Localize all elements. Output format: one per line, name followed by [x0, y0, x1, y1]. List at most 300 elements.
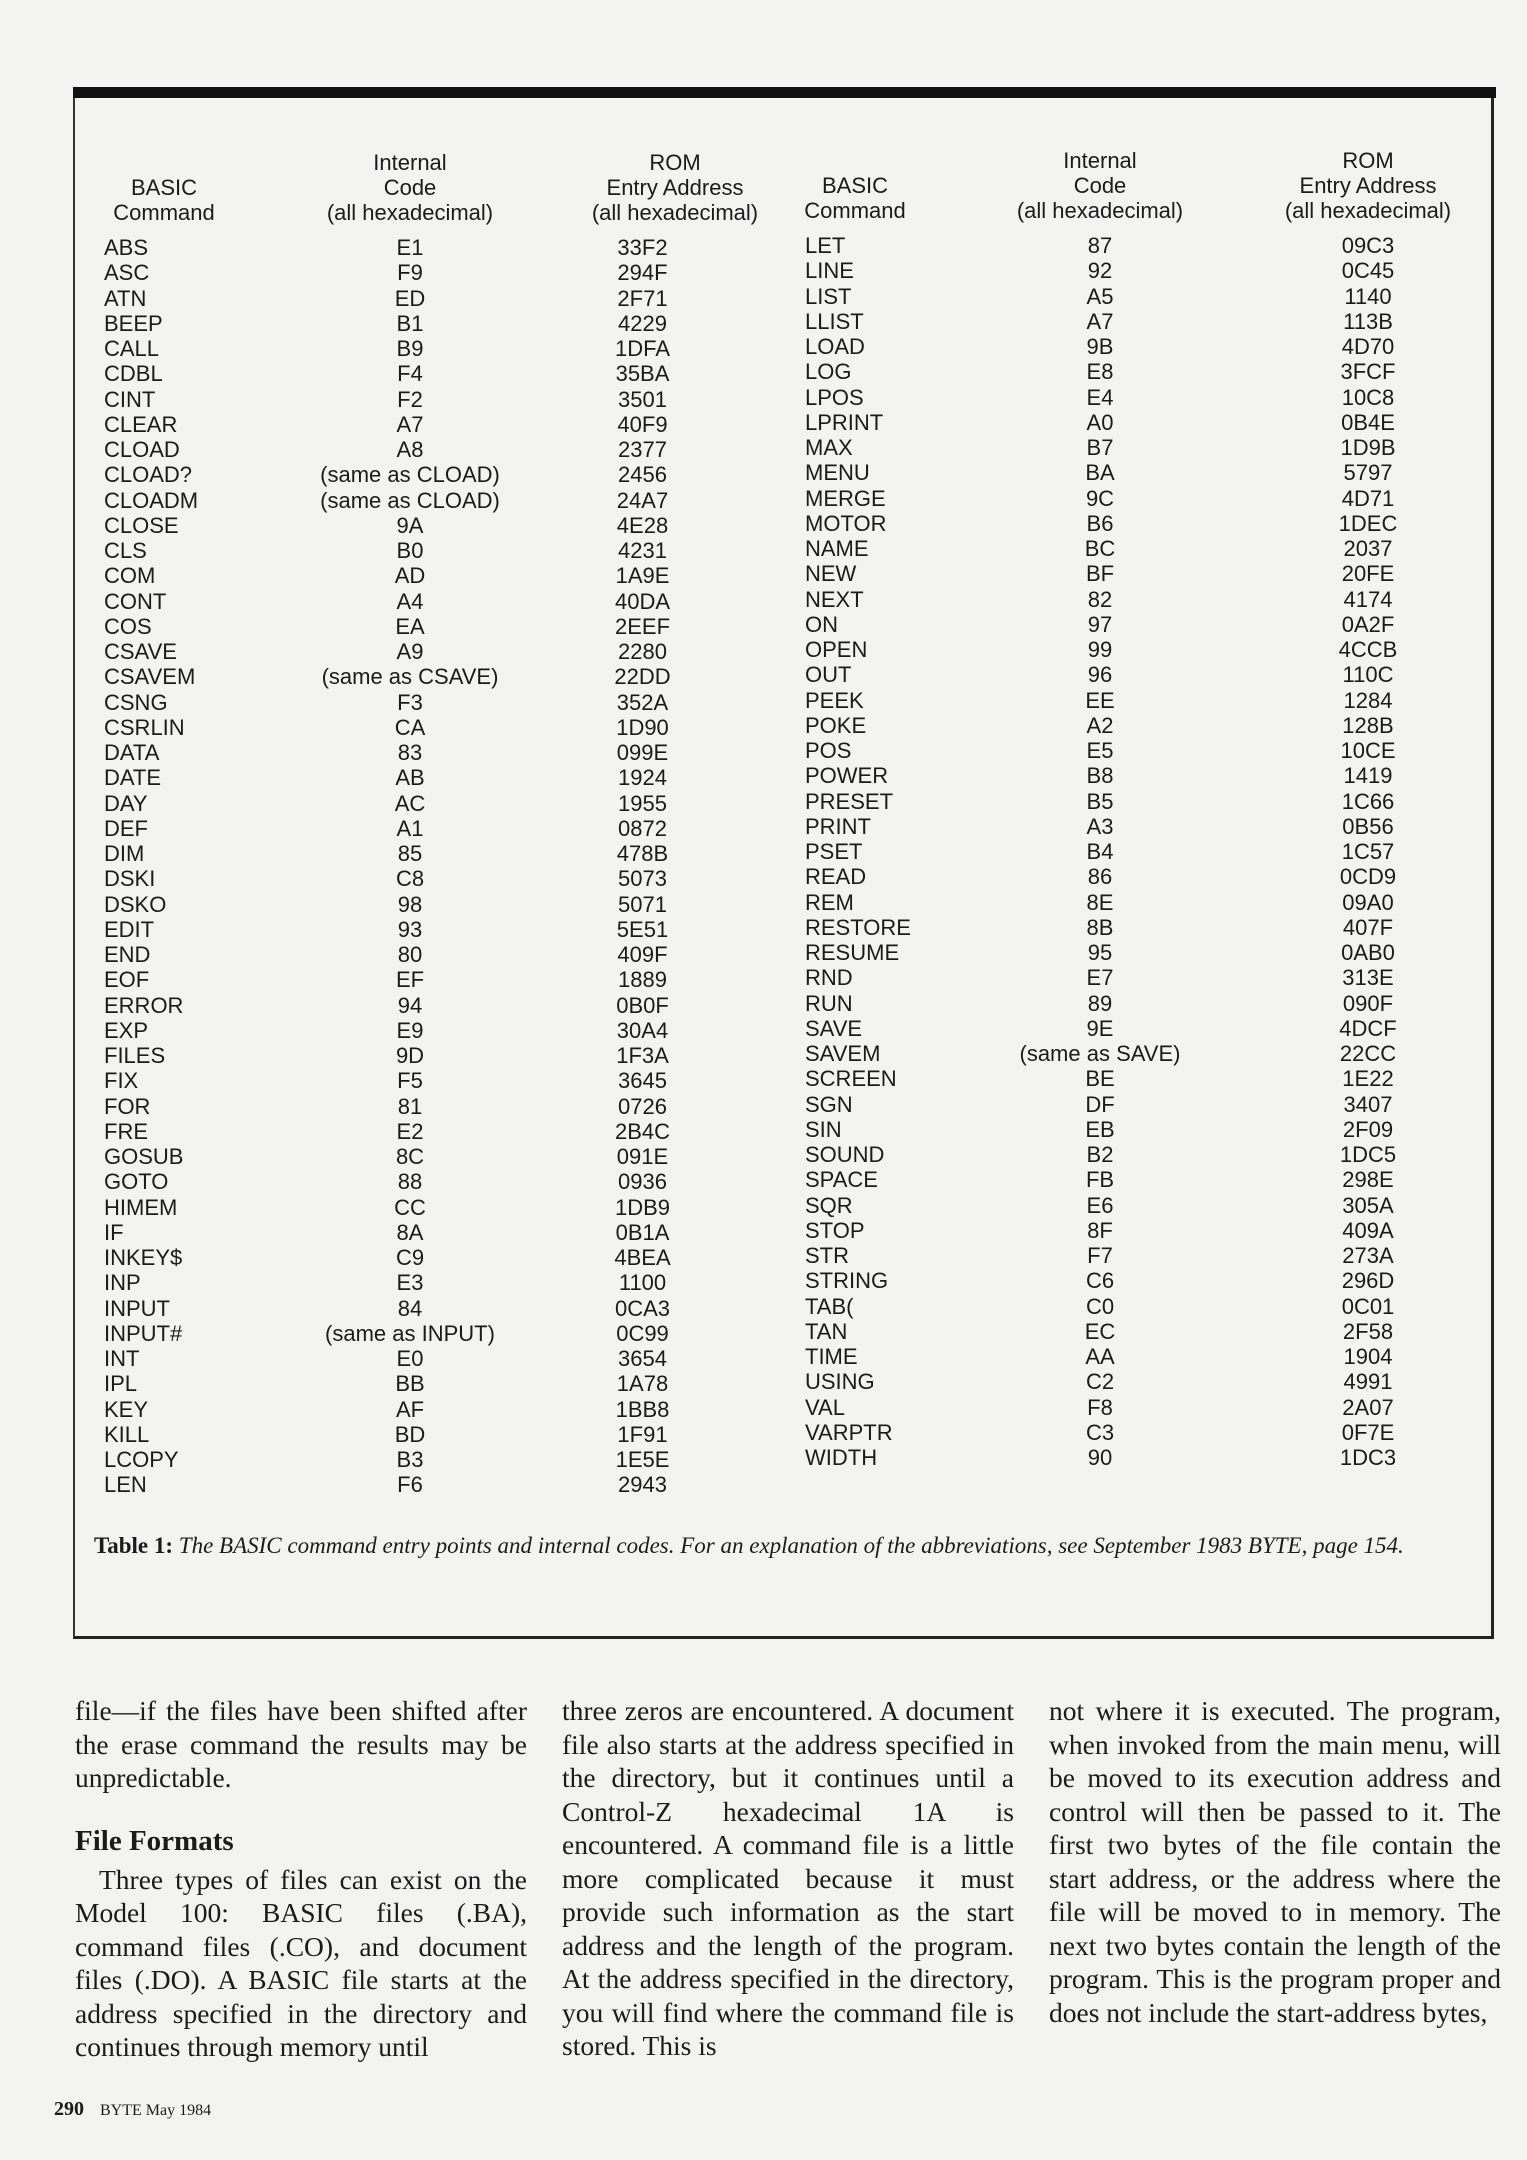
table-cell: 09A0: [1342, 889, 1394, 915]
table-cell: EF: [395, 967, 425, 993]
table-cell: B9: [396, 336, 424, 361]
table-cell: B3: [396, 1447, 424, 1472]
table-cell: CSRLIN: [104, 714, 185, 740]
table-cell: 4174: [1343, 586, 1393, 612]
header-line: Entry Address: [606, 175, 744, 200]
header-line: Command: [804, 198, 906, 223]
table-cell: 0B56: [1342, 813, 1394, 839]
right-rom-cells: [1268, 233, 1468, 1470]
table-cell: PRINT: [805, 813, 871, 839]
table-cell: 0C45: [1341, 258, 1395, 284]
table-cell: RESUME: [805, 940, 900, 965]
table-cell: 1D9B: [1340, 435, 1396, 460]
header-line: (all hexadecimal): [326, 200, 494, 225]
table-cell: 20FE: [1341, 561, 1395, 587]
table-cell: F5: [397, 1068, 423, 1094]
right-command-header: [795, 173, 915, 223]
table-cell: 8C: [395, 1144, 425, 1169]
table-cell: 1955: [618, 790, 667, 816]
table-cell: 97: [1087, 611, 1113, 637]
table-cell: DF: [1085, 1091, 1115, 1117]
table-cell: BE: [1085, 1066, 1115, 1092]
table-cell: INP: [104, 1270, 141, 1296]
table-cell: EE: [1085, 687, 1115, 713]
table-cell: B4: [1086, 839, 1114, 864]
table-cell: SOUND: [805, 1142, 885, 1167]
table-cell: 10C8: [1341, 384, 1395, 410]
table-cell: F9: [397, 260, 423, 286]
table-cell: VAL: [805, 1394, 845, 1420]
body-paragraph: three zeros are encountered. A document file also starts at the address specified in the directory, but it continues until a Control-Z hexadecimal 1A is encountered. A command file is a little more complicated because it must provide such information as the start address and the length of the program. At the address specified in the directory, you will find where the command file is stored. This is: [562, 1695, 1014, 2061]
table-cell: TAB(: [805, 1293, 854, 1319]
table-cell: CALL: [104, 336, 160, 361]
table-cell: MAX: [805, 435, 853, 460]
table-cell: FRE: [104, 1118, 148, 1144]
table-cell: 4231: [618, 538, 667, 563]
table-cell: 0726: [618, 1093, 667, 1119]
table-cell: 113B: [1343, 308, 1393, 334]
table-cell: BF: [1085, 561, 1115, 587]
table-cell: (same as CSAVE): [321, 664, 499, 690]
table-cell: TAN: [805, 1318, 848, 1344]
table-cell: OUT: [805, 662, 852, 688]
table-cell: IPL: [104, 1371, 138, 1397]
table-cell: DSKI: [104, 866, 156, 892]
table-cell: 5E51: [616, 916, 669, 942]
table-cell: NEW: [805, 561, 857, 587]
table-cell: LIST: [805, 283, 852, 309]
table-cell: 0A2F: [1341, 611, 1395, 637]
table-cell: FB: [1085, 1167, 1115, 1193]
table-cell: 1C66: [1341, 788, 1395, 814]
page-number: 290: [54, 2098, 84, 2120]
table-cell: 0B1A: [615, 1219, 670, 1245]
table-cell: 95: [1087, 940, 1113, 965]
table-cell: B5: [1086, 788, 1114, 814]
header-line: (all hexadecimal): [1016, 198, 1184, 223]
table-cell: 83: [397, 740, 423, 765]
table-cell: 3FCF: [1340, 359, 1396, 385]
table-cell: E9: [396, 1017, 424, 1043]
table-cell: BEEP: [104, 310, 163, 336]
table-cell: 1F91: [617, 1421, 668, 1447]
header-line: Command: [113, 200, 215, 225]
table-cell: 2A07: [1342, 1394, 1394, 1420]
table-cell: 9C: [1085, 485, 1115, 511]
body-paragraph: file—if the files have been shifted after the erase command the results may be unpredictable.: [75, 1695, 527, 1793]
table-cell: 35BA: [615, 361, 670, 387]
table-cell: 128B: [1342, 712, 1394, 738]
table-cell: A5: [1086, 283, 1114, 309]
page-footer: [54, 2098, 211, 2121]
body-paragraph: not where it is executed. The program, when invoked from the main menu, will be moved to its execution address and control will then be passed to it. The first two bytes of the file contain the start address, or the address where the file will be moved to in memory. The next two bytes contain the length of the program. This is the program proper and does not include the start-address bytes,: [1049, 1695, 1501, 2028]
table-cell: 3645: [618, 1068, 667, 1094]
table-cell: E4: [1086, 384, 1114, 410]
table-cell: LPOS: [805, 384, 864, 410]
header-line: (all hexadecimal): [591, 200, 759, 225]
table-cell: (same as CLOAD): [320, 462, 500, 488]
header-line: Internal: [1063, 148, 1137, 173]
table-cell: INPUT: [104, 1295, 170, 1321]
table-cell: DSKO: [104, 891, 167, 917]
table-cell: 81: [397, 1093, 423, 1119]
left-code-cells: [300, 235, 520, 1498]
table-cell: POWER: [805, 763, 889, 789]
table-cell: 1A9E: [615, 563, 670, 589]
table-cell: 305A: [1342, 1192, 1394, 1218]
table-cell: 1DFA: [614, 336, 671, 361]
left-rom-header: [575, 150, 775, 225]
table-cell: BC: [1084, 536, 1116, 561]
table-cell: SCREEN: [805, 1066, 897, 1092]
table-cell: RESTORE: [805, 914, 911, 940]
table-cell: E2: [396, 1118, 424, 1144]
table-cell: 22DD: [614, 664, 671, 690]
table-cell: 33F2: [617, 235, 668, 260]
table-cell: E6: [1086, 1192, 1114, 1218]
table-cell: FIX: [104, 1068, 139, 1094]
table-caption: [94, 1530, 1479, 1562]
table-cell: MOTOR: [805, 510, 887, 536]
right-code-header: [1000, 148, 1200, 223]
table-cell: 40DA: [614, 588, 671, 614]
table-cell: BD: [394, 1421, 426, 1447]
table-cell: EXP: [104, 1017, 149, 1043]
table-cell: 3654: [618, 1346, 667, 1371]
table-cell: KILL: [104, 1421, 150, 1447]
table-cell: 10CE: [1340, 738, 1396, 763]
table-cell: 1DEC: [1338, 510, 1398, 536]
table-cell: 0C01: [1341, 1293, 1395, 1319]
table-cell: 88: [397, 1169, 423, 1195]
table-cell: 9D: [395, 1043, 425, 1068]
right-rom-header: [1268, 148, 1468, 223]
header-line: BASIC: [130, 175, 198, 200]
table-cell: 98: [397, 891, 423, 917]
table-cell: LOAD: [805, 334, 865, 359]
table-cell: CLOSE: [104, 512, 179, 538]
right-command-cells: [805, 233, 965, 1470]
table-cell: 2EEF: [614, 613, 671, 639]
table-cell: 2943: [618, 1472, 667, 1498]
body-paragraph: Three types of files can exist on the Model 100: BASIC files (.BA), command files (.CO), and document files (.DO). A BASIC file starts at the address specified in the directory and continues through memory until: [75, 1863, 527, 2062]
table-cell: ASC: [104, 260, 150, 286]
table-cell: C2: [1085, 1369, 1115, 1395]
table-cell: 86: [1087, 864, 1113, 890]
table-cell: AA: [1085, 1344, 1115, 1369]
table-cell: E3: [396, 1270, 424, 1296]
caption-label: Table 1:: [94, 1533, 174, 1558]
table-cell: C6: [1085, 1268, 1115, 1294]
table-cell: 90: [1087, 1445, 1113, 1470]
table-cell: COS: [104, 613, 152, 639]
table-cell: B1: [396, 310, 424, 336]
table-cell: CLEAR: [104, 411, 178, 437]
table-cell: LINE: [805, 258, 854, 284]
left-command-header: [104, 175, 224, 225]
table-cell: 409A: [1342, 1217, 1394, 1243]
table-cell: 82: [1087, 586, 1113, 612]
body-column-2: [562, 1694, 1014, 2063]
table-cell: 84: [397, 1295, 423, 1321]
table-cell: 313E: [1342, 965, 1394, 991]
table-cell: 2B4C: [614, 1118, 671, 1144]
table-cell: LOG: [805, 359, 852, 385]
table-cell: EC: [1084, 1318, 1116, 1344]
table-cell: F4: [397, 361, 423, 387]
table-cell: LPRINT: [805, 409, 884, 435]
table-cell: SIN: [805, 1116, 842, 1142]
table-cell: B7: [1086, 435, 1114, 460]
table-cell: 1140: [1344, 283, 1392, 309]
table-cell: A3: [1086, 813, 1114, 839]
table-cell: 0B4E: [1341, 409, 1395, 435]
table-cell: 090F: [1342, 990, 1394, 1016]
table-cell: 478B: [616, 841, 669, 866]
table-cell: PRESET: [805, 788, 894, 814]
header-line: Code: [1073, 173, 1127, 198]
table-cell: 5071: [618, 891, 667, 917]
table-cell: RUN: [805, 990, 853, 1016]
table-cell: INT: [104, 1346, 140, 1371]
table-cell: IF: [104, 1219, 124, 1245]
table-cell: ED: [394, 285, 426, 311]
table-cell: 296D: [1341, 1268, 1395, 1294]
table-cell: 0CA3: [614, 1295, 671, 1321]
table-cell: 5073: [618, 866, 667, 892]
table-cell: USING: [805, 1369, 875, 1395]
table-cell: 9B: [1086, 334, 1114, 359]
table-cell: 0C99: [616, 1320, 669, 1346]
table-cell: 87: [1087, 233, 1113, 258]
table-cell: 298E: [1342, 1167, 1394, 1193]
table-cell: 1F3A: [616, 1043, 669, 1068]
header-line: Code: [383, 175, 437, 200]
table-cell: F8: [1087, 1394, 1113, 1420]
table-cell: AF: [395, 1396, 425, 1422]
table-cell: C9: [395, 1245, 425, 1270]
table-cell: TIME: [805, 1344, 858, 1369]
table-cell: DAY: [104, 790, 148, 816]
table-cell: A2: [1086, 712, 1114, 738]
table-cell: CDBL: [104, 361, 163, 387]
right-code-cells: [1000, 233, 1200, 1470]
table-cell: 1A78: [616, 1371, 669, 1397]
table-cell: 1284: [1343, 687, 1393, 713]
table-cell: INPUT#: [104, 1320, 183, 1346]
table-cell: E0: [396, 1346, 424, 1371]
table-cell: 294F: [617, 260, 668, 286]
table-cell: 1E22: [1342, 1066, 1394, 1092]
table-cell: 110C: [1342, 662, 1394, 688]
table-cell: MENU: [805, 460, 870, 486]
table-cell: 1889: [618, 967, 667, 993]
header-line: Internal: [373, 150, 447, 175]
table-cell: 5797: [1343, 460, 1393, 486]
table-cell: CONT: [104, 588, 167, 614]
table-cell: (same as CLOAD): [320, 487, 500, 513]
table-cell: HIMEM: [104, 1194, 178, 1220]
table-cell: READ: [805, 864, 867, 890]
table-cell: 407F: [1342, 914, 1394, 940]
table-cell: 0F7E: [1341, 1419, 1395, 1445]
table-cell: STRING: [805, 1268, 889, 1294]
table-cell: 8F: [1087, 1217, 1113, 1243]
table-cell: GOSUB: [104, 1144, 184, 1169]
table-cell: SQR: [805, 1192, 853, 1218]
table-cell: INKEY$: [104, 1245, 183, 1270]
table-cell: A0: [1086, 409, 1114, 435]
table-cell: A7: [1086, 308, 1114, 334]
table-cell: 92: [1087, 258, 1113, 284]
table-cell: 1100: [618, 1270, 667, 1296]
table-cell: BB: [395, 1371, 425, 1397]
table-cell: 40F9: [617, 411, 668, 437]
table-cell: B2: [1086, 1142, 1114, 1167]
table-cell: 9A: [396, 512, 424, 538]
table-cell: AC: [394, 790, 426, 816]
header-line: (all hexadecimal): [1284, 198, 1452, 223]
table-cell: FOR: [104, 1093, 151, 1119]
table-cell: CLOAD?: [104, 462, 193, 488]
table-cell: 8A: [396, 1219, 424, 1245]
table-cell: 3501: [618, 386, 667, 412]
table-cell: END: [104, 942, 151, 967]
table-cell: 352A: [616, 689, 669, 715]
table-cell: ERROR: [104, 992, 184, 1018]
table-cell: F3: [397, 689, 423, 715]
table-cell: AB: [395, 765, 425, 791]
table-cell: A1: [396, 815, 424, 841]
table-cell: B0: [396, 538, 424, 563]
table-cell: SAVEM: [805, 1041, 881, 1066]
table-cell: AD: [394, 563, 426, 589]
section-heading: File Formats: [75, 1824, 234, 1857]
table-cell: 09C3: [1341, 233, 1395, 258]
table-cell: REM: [805, 889, 854, 915]
table-cell: SPACE: [805, 1167, 878, 1193]
table-cell: CC: [394, 1194, 426, 1220]
table-cell: 4E28: [616, 512, 669, 538]
table-cell: OPEN: [805, 637, 868, 662]
table-cell: CSAVE: [104, 639, 177, 664]
table-cell: A4: [396, 588, 424, 614]
table-cell: POKE: [805, 712, 867, 738]
left-code-header: [300, 150, 520, 225]
table-cell: 2F71: [617, 285, 668, 311]
table-cell: ON: [805, 611, 838, 637]
table-cell: NAME: [805, 536, 869, 561]
table-cell: 1924: [618, 765, 667, 791]
table-cell: DATA: [104, 740, 160, 765]
header-line: BASIC: [821, 173, 889, 198]
table-cell: F7: [1087, 1243, 1113, 1268]
table-cell: CLS: [104, 538, 147, 563]
table-cell: FILES: [104, 1043, 166, 1068]
table-cell: 1DB9: [614, 1194, 671, 1220]
table-cell: 3407: [1343, 1091, 1393, 1117]
table-cell: B8: [1086, 763, 1114, 789]
table-cell: E8: [1086, 359, 1114, 385]
table-cell: 85: [397, 841, 423, 866]
table-cell: VARPTR: [805, 1419, 893, 1445]
table-cell: 1DC5: [1339, 1142, 1397, 1167]
table-cell: CLOADM: [104, 487, 199, 513]
table-cell: 4991: [1343, 1369, 1393, 1395]
table-cell: 0B0F: [616, 992, 669, 1018]
table-cell: STR: [805, 1243, 849, 1268]
table-cell: A8: [396, 437, 424, 462]
table-cell: 80: [397, 942, 423, 967]
table-cell: ATN: [104, 285, 147, 311]
magazine-issue: BYTE May 1984: [100, 2102, 212, 2119]
table-cell: (same as INPUT): [325, 1320, 495, 1346]
table-cell: 89: [1087, 990, 1113, 1016]
table-cell: BA: [1085, 460, 1115, 486]
table-top-rule: [73, 87, 1496, 98]
table-cell: PEEK: [805, 687, 864, 713]
table-cell: 2F09: [1342, 1116, 1394, 1142]
table-cell: C8: [395, 866, 425, 892]
table-cell: 22CC: [1339, 1041, 1397, 1066]
table-cell: 1904: [1343, 1344, 1393, 1369]
table-cell: 4CCB: [1338, 637, 1398, 662]
table-cell: LLIST: [805, 308, 864, 334]
table-cell: E5: [1086, 738, 1114, 763]
header-line: ROM: [649, 150, 701, 175]
left-command-cells: [104, 235, 264, 1498]
table-cell: 409F: [617, 942, 668, 967]
table-cell: 8B: [1086, 914, 1114, 940]
table-cell: 2037: [1343, 536, 1393, 561]
table-cell: DATE: [104, 765, 162, 791]
table-cell: DEF: [104, 815, 148, 841]
table-cell: B6: [1086, 510, 1114, 536]
table-cell: 4D71: [1341, 485, 1395, 511]
table-cell: (same as SAVE): [1019, 1041, 1181, 1066]
table-cell: 0872: [618, 815, 667, 841]
table-cell: POS: [805, 738, 852, 763]
table-cell: LCOPY: [104, 1447, 179, 1472]
table-cell: EOF: [104, 967, 150, 993]
table-cell: 4BEA: [614, 1245, 671, 1270]
table-cell: 1419: [1343, 763, 1393, 789]
table-cell: CA: [394, 714, 426, 740]
table-cell: MERGE: [805, 485, 886, 511]
table-cell: ABS: [104, 235, 149, 260]
table-cell: SGN: [805, 1091, 853, 1117]
table-cell: 96: [1087, 662, 1113, 688]
table-cell: CSAVEM: [104, 664, 196, 690]
table-cell: 1C57: [1341, 839, 1395, 864]
table-cell: 99: [1087, 637, 1113, 662]
table-cell: LEN: [104, 1472, 147, 1498]
table-cell: E7: [1086, 965, 1114, 991]
table-cell: 4DCF: [1339, 1015, 1397, 1041]
table-cell: SAVE: [805, 1015, 863, 1041]
caption-text: The BASIC command entry points and internal codes. For an explanation of the abbreviations, see September 1983 BYTE, page 154.: [178, 1533, 1404, 1558]
table-cell: 1E5E: [615, 1447, 670, 1472]
header-line: ROM: [1342, 148, 1394, 173]
table-cell: LET: [805, 233, 846, 258]
table-cell: 273A: [1342, 1243, 1394, 1268]
table-cell: NEXT: [805, 586, 864, 612]
table-cell: EDIT: [104, 916, 155, 942]
table-cell: PSET: [805, 839, 863, 864]
table-cell: 30A4: [616, 1017, 669, 1043]
table-cell: 2456: [618, 462, 667, 488]
table-cell: 1DC3: [1339, 1445, 1397, 1470]
